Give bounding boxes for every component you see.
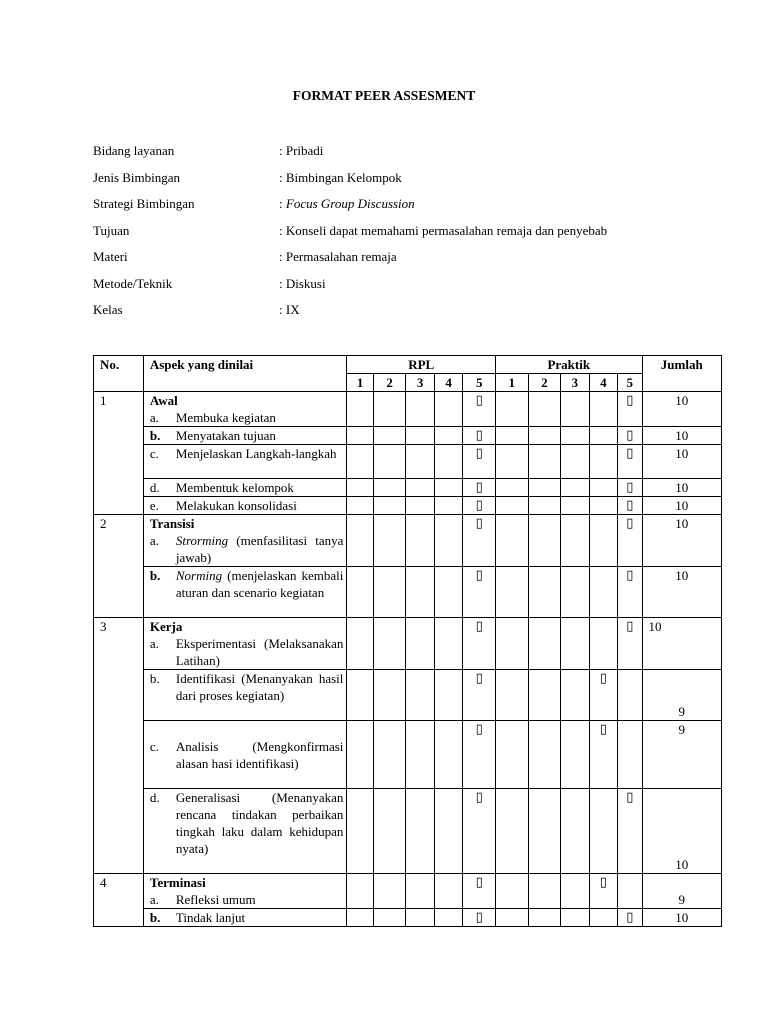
rpl-score-cell xyxy=(406,670,434,721)
info-value-prefix: : xyxy=(279,196,286,211)
info-row-bidang xyxy=(93,143,607,170)
scale-praktik-5: 5 xyxy=(618,374,642,392)
rpl-score-cell xyxy=(347,874,373,909)
rpl-score-cell xyxy=(434,567,462,618)
header-praktik: Praktik xyxy=(495,356,642,374)
praktik-score-cell xyxy=(589,618,617,670)
rpl-score-cell: ▯ xyxy=(463,497,496,515)
rpl-score-cell xyxy=(347,515,373,567)
rpl-score-cell xyxy=(347,445,373,479)
rpl-score-cell xyxy=(434,670,462,721)
item-text-main: Refleksi umum xyxy=(175,892,256,907)
rpl-score-cell xyxy=(373,427,406,445)
praktik-score-cell xyxy=(561,392,589,427)
praktik-score-cell xyxy=(561,567,589,618)
table-row xyxy=(94,392,722,427)
rpl-score-cell xyxy=(406,479,434,497)
rpl-score-cell xyxy=(434,497,462,515)
header-aspek: Aspek yang dinilai xyxy=(143,356,347,392)
table-header-row xyxy=(94,356,722,374)
rpl-score-cell xyxy=(434,479,462,497)
rpl-score-cell xyxy=(347,670,373,721)
jumlah-cell: 10 xyxy=(642,427,721,445)
praktik-score-cell xyxy=(528,618,561,670)
praktik-score-cell xyxy=(495,874,528,909)
table-row xyxy=(94,909,722,927)
praktik-score-cell xyxy=(528,567,561,618)
aspect-cell xyxy=(143,789,347,874)
group-title: Kerja xyxy=(149,619,183,634)
item-letter: c. xyxy=(149,446,159,461)
header-no: No. xyxy=(94,356,144,392)
aspect-item xyxy=(150,567,344,601)
scale-rpl-4: 4 xyxy=(434,374,462,392)
info-section xyxy=(93,143,607,329)
jumlah-cell: 10 xyxy=(642,497,721,515)
info-label: Kelas xyxy=(93,302,123,317)
jumlah-cell: 10 xyxy=(642,567,721,618)
group-number: 4 xyxy=(94,874,144,927)
info-value xyxy=(279,196,415,223)
praktik-score-cell xyxy=(618,721,642,789)
praktik-score-cell: ▯ xyxy=(618,909,642,927)
jumlah-cell: 9 xyxy=(642,874,721,909)
praktik-score-cell xyxy=(495,479,528,497)
aspect-cell xyxy=(143,721,347,789)
praktik-score-cell xyxy=(495,392,528,427)
info-row-metode xyxy=(93,276,607,303)
jumlah-cell: 10 xyxy=(642,392,721,427)
jumlah-cell: 10 xyxy=(642,618,721,670)
rpl-score-cell xyxy=(373,479,406,497)
item-letter: b. xyxy=(149,568,161,583)
aspect-item xyxy=(150,445,344,462)
rpl-score-cell: ▯ xyxy=(463,618,496,670)
item-letter: b. xyxy=(149,428,161,443)
item-text-main: Menjelaskan Langkah-langkah xyxy=(175,446,337,461)
praktik-score-cell: ▯ xyxy=(589,874,617,909)
rpl-score-cell xyxy=(406,392,434,427)
scale-praktik-2: 2 xyxy=(528,374,561,392)
jumlah-cell: 10 xyxy=(642,479,721,497)
aspect-item xyxy=(150,789,344,857)
jumlah-cell: 10 xyxy=(642,789,721,874)
item-letter: c. xyxy=(149,739,159,754)
item-text-main: Melakukan konsolidasi xyxy=(175,498,297,513)
praktik-score-cell xyxy=(495,445,528,479)
info-value: : Pribadi xyxy=(279,143,324,158)
assessment-table xyxy=(93,355,722,927)
info-value-italic: Focus Group Discussion xyxy=(285,196,415,211)
scale-rpl-1: 1 xyxy=(347,374,373,392)
praktik-score-cell xyxy=(618,874,642,909)
item-letter: a. xyxy=(149,636,159,651)
aspect-cell xyxy=(143,618,347,670)
table-row xyxy=(94,567,722,618)
praktik-score-cell: ▯ xyxy=(589,721,617,789)
aspect-cell xyxy=(143,497,347,515)
rpl-score-cell xyxy=(347,427,373,445)
praktik-score-cell xyxy=(528,789,561,874)
rpl-score-cell xyxy=(434,618,462,670)
praktik-score-cell xyxy=(495,497,528,515)
item-text xyxy=(176,497,344,514)
aspect-item xyxy=(150,427,344,444)
item-letter: d. xyxy=(149,480,160,495)
praktik-score-cell xyxy=(561,497,589,515)
page-title: FORMAT PEER ASSESMENT xyxy=(292,88,476,103)
aspect-item xyxy=(150,532,344,566)
aspect-item xyxy=(150,891,344,908)
praktik-score-cell xyxy=(528,670,561,721)
item-text xyxy=(176,909,344,926)
info-label: Jenis Bimbingan xyxy=(93,169,181,185)
rpl-score-cell xyxy=(406,445,434,479)
rpl-score-cell xyxy=(373,670,406,721)
item-text xyxy=(176,670,344,704)
praktik-score-cell xyxy=(495,670,528,721)
praktik-score-cell xyxy=(528,909,561,927)
item-text-main: Membuka kegiatan xyxy=(175,410,276,425)
item-text-main: Identifikasi (Menanyakan hasil dari proses kegiatan) xyxy=(175,671,344,703)
praktik-score-cell xyxy=(589,427,617,445)
rpl-score-cell xyxy=(434,445,462,479)
info-label: Materi xyxy=(93,249,128,264)
table-row xyxy=(94,427,722,445)
aspect-item xyxy=(150,670,344,704)
info-label: Tujuan xyxy=(93,222,130,238)
praktik-score-cell xyxy=(528,479,561,497)
scale-praktik-1: 1 xyxy=(495,374,528,392)
rpl-score-cell: ▯ xyxy=(463,789,496,874)
praktik-score-cell xyxy=(561,618,589,670)
rpl-score-cell: ▯ xyxy=(463,392,496,427)
praktik-score-cell: ▯ xyxy=(618,497,642,515)
rpl-score-cell xyxy=(406,497,434,515)
praktik-score-cell xyxy=(528,721,561,789)
group-title: Terminasi xyxy=(149,875,206,890)
table-row xyxy=(94,479,722,497)
item-text-main: (menjelaskan kembali aturan dan scenario kegiatan xyxy=(175,568,344,600)
item-text xyxy=(176,789,344,857)
praktik-score-cell xyxy=(528,515,561,567)
item-text-italic: Strorming xyxy=(175,533,229,548)
rpl-score-cell xyxy=(406,789,434,874)
jumlah-cell: 9 xyxy=(642,721,721,789)
table-row xyxy=(94,670,722,721)
praktik-score-cell xyxy=(495,618,528,670)
rpl-score-cell xyxy=(373,721,406,789)
item-text-main: Eksperimentasi (Melaksanakan Latihan) xyxy=(175,636,344,668)
table-row xyxy=(94,497,722,515)
praktik-score-cell xyxy=(528,392,561,427)
table-row xyxy=(94,445,722,479)
praktik-score-cell xyxy=(528,445,561,479)
aspect-item xyxy=(150,909,344,926)
praktik-score-cell xyxy=(589,392,617,427)
rpl-score-cell xyxy=(373,567,406,618)
aspect-cell xyxy=(143,427,347,445)
item-text xyxy=(176,567,344,601)
rpl-score-cell: ▯ xyxy=(463,479,496,497)
aspect-item xyxy=(150,635,344,669)
item-text xyxy=(176,738,344,772)
item-text-main: Tindak lanjut xyxy=(175,910,246,925)
rpl-score-cell xyxy=(347,789,373,874)
item-text xyxy=(176,891,344,908)
aspect-cell xyxy=(143,479,347,497)
rpl-score-cell xyxy=(434,515,462,567)
aspect-cell xyxy=(143,874,347,909)
group-title: Awal xyxy=(149,393,178,408)
rpl-score-cell xyxy=(406,515,434,567)
rpl-score-cell xyxy=(373,515,406,567)
praktik-score-cell xyxy=(495,789,528,874)
praktik-score-cell xyxy=(561,721,589,789)
rpl-score-cell: ▯ xyxy=(463,567,496,618)
praktik-score-cell: ▯ xyxy=(618,427,642,445)
aspect-cell xyxy=(143,392,347,427)
item-text-main: Membentuk kelompok xyxy=(175,480,294,495)
table-row xyxy=(94,789,722,874)
info-value: : Konseli dapat memahami permasalahan remaja dan penyebab xyxy=(279,222,608,238)
aspect-cell xyxy=(143,515,347,567)
jumlah-cell: 10 xyxy=(642,909,721,927)
rpl-score-cell xyxy=(434,789,462,874)
rpl-score-cell xyxy=(434,427,462,445)
jumlah-cell: 9 xyxy=(642,670,721,721)
praktik-score-cell: ▯ xyxy=(618,515,642,567)
praktik-score-cell xyxy=(589,567,617,618)
rpl-score-cell xyxy=(406,567,434,618)
table-row xyxy=(94,721,722,789)
aspect-item xyxy=(150,479,344,496)
item-letter: b. xyxy=(149,671,160,686)
rpl-score-cell: ▯ xyxy=(463,515,496,567)
rpl-score-cell xyxy=(347,909,373,927)
item-letter: a. xyxy=(149,410,159,425)
table-row xyxy=(94,874,722,909)
item-letter: e. xyxy=(149,498,159,513)
aspect-cell xyxy=(143,670,347,721)
rpl-score-cell xyxy=(406,874,434,909)
aspect-item xyxy=(150,497,344,514)
group-number: 1 xyxy=(94,392,144,515)
info-row-kelas xyxy=(93,302,607,329)
praktik-score-cell: ▯ xyxy=(618,392,642,427)
rpl-score-cell xyxy=(347,392,373,427)
rpl-score-cell xyxy=(434,874,462,909)
rpl-score-cell xyxy=(347,618,373,670)
rpl-score-cell xyxy=(406,909,434,927)
praktik-score-cell xyxy=(495,721,528,789)
rpl-score-cell xyxy=(347,497,373,515)
scale-rpl-5: 5 xyxy=(463,374,496,392)
praktik-score-cell xyxy=(495,909,528,927)
praktik-score-cell xyxy=(561,670,589,721)
info-row-jenis xyxy=(93,170,607,197)
rpl-score-cell xyxy=(347,567,373,618)
aspect-cell xyxy=(143,909,347,927)
item-letter: d. xyxy=(149,790,160,805)
rpl-score-cell xyxy=(347,721,373,789)
aspect-cell xyxy=(143,567,347,618)
aspect-cell xyxy=(143,445,347,479)
rpl-score-cell xyxy=(434,909,462,927)
praktik-score-cell: ▯ xyxy=(589,670,617,721)
info-label: Bidang layanan xyxy=(93,143,175,158)
info-value: : IX xyxy=(279,302,300,317)
praktik-score-cell xyxy=(528,874,561,909)
rpl-score-cell: ▯ xyxy=(463,874,496,909)
praktik-score-cell xyxy=(589,497,617,515)
praktik-score-cell xyxy=(561,515,589,567)
praktik-score-cell xyxy=(528,427,561,445)
rpl-score-cell xyxy=(434,721,462,789)
item-text-main: Generalisasi (Menanyakan rencana tindakan perbaikan tingkah laku dalam kehidupan nyata) xyxy=(175,790,344,856)
item-text-main: Analisis (Mengkonfirmasi alasan hasi identifikasi) xyxy=(175,739,344,771)
info-row-strategi xyxy=(93,196,607,223)
rpl-score-cell xyxy=(406,721,434,789)
item-text xyxy=(176,635,344,669)
item-text xyxy=(176,479,344,496)
praktik-score-cell: ▯ xyxy=(618,479,642,497)
praktik-score-cell xyxy=(589,479,617,497)
rpl-score-cell xyxy=(406,618,434,670)
praktik-score-cell xyxy=(495,567,528,618)
praktik-score-cell xyxy=(561,427,589,445)
rpl-score-cell xyxy=(373,909,406,927)
item-letter: b. xyxy=(149,910,161,925)
scale-praktik-3: 3 xyxy=(561,374,589,392)
rpl-score-cell xyxy=(373,789,406,874)
praktik-score-cell xyxy=(589,445,617,479)
header-rpl: RPL xyxy=(347,356,496,374)
rpl-score-cell xyxy=(373,618,406,670)
aspect-item xyxy=(150,409,344,426)
praktik-score-cell xyxy=(561,874,589,909)
praktik-score-cell: ▯ xyxy=(618,789,642,874)
scale-rpl-2: 2 xyxy=(373,374,406,392)
scale-rpl-3: 3 xyxy=(406,374,434,392)
praktik-score-cell: ▯ xyxy=(618,567,642,618)
info-label: Strategi Bimbingan xyxy=(93,196,195,211)
jumlah-cell: 10 xyxy=(642,515,721,567)
praktik-score-cell xyxy=(618,670,642,721)
item-text-italic: Norming xyxy=(175,568,223,583)
scale-praktik-4: 4 xyxy=(589,374,617,392)
praktik-score-cell xyxy=(495,427,528,445)
info-row-tujuan xyxy=(93,223,607,250)
praktik-score-cell xyxy=(561,909,589,927)
item-text xyxy=(176,532,344,566)
header-jumlah: Jumlah xyxy=(642,356,721,392)
rpl-score-cell xyxy=(347,479,373,497)
info-row-materi xyxy=(93,249,607,276)
item-letter: a. xyxy=(149,533,159,548)
info-label: Metode/Teknik xyxy=(93,275,173,291)
rpl-score-cell xyxy=(373,392,406,427)
item-text-main: Menyatakan tujuan xyxy=(175,428,276,443)
item-text xyxy=(176,445,344,462)
praktik-score-cell xyxy=(561,789,589,874)
rpl-score-cell: ▯ xyxy=(463,427,496,445)
rpl-score-cell xyxy=(373,497,406,515)
group-number: 3 xyxy=(94,618,144,874)
item-text xyxy=(176,427,344,444)
praktik-score-cell xyxy=(589,515,617,567)
praktik-score-cell: ▯ xyxy=(618,618,642,670)
table-body xyxy=(94,392,722,927)
praktik-score-cell xyxy=(589,909,617,927)
table-row xyxy=(94,515,722,567)
rpl-score-cell xyxy=(373,445,406,479)
item-text xyxy=(176,409,344,426)
rpl-score-cell: ▯ xyxy=(463,445,496,479)
rpl-score-cell: ▯ xyxy=(463,670,496,721)
praktik-score-cell xyxy=(528,497,561,515)
table-row xyxy=(94,618,722,670)
rpl-score-cell xyxy=(406,427,434,445)
praktik-score-cell xyxy=(589,789,617,874)
group-number: 2 xyxy=(94,515,144,618)
rpl-score-cell: ▯ xyxy=(463,909,496,927)
praktik-score-cell: ▯ xyxy=(618,445,642,479)
jumlah-cell: 10 xyxy=(642,445,721,479)
info-value: : Permasalahan remaja xyxy=(279,249,397,264)
item-text-main: (menfasilitasi tanya jawab) xyxy=(175,533,344,565)
aspect-item xyxy=(150,738,344,772)
item-letter: a. xyxy=(149,892,159,907)
group-title: Transisi xyxy=(149,516,195,531)
rpl-score-cell xyxy=(434,392,462,427)
praktik-score-cell xyxy=(561,479,589,497)
info-value: : Bimbingan Kelompok xyxy=(279,169,402,185)
info-value: : Diskusi xyxy=(279,275,326,291)
praktik-score-cell xyxy=(561,445,589,479)
rpl-score-cell: ▯ xyxy=(463,721,496,789)
praktik-score-cell xyxy=(495,515,528,567)
rpl-score-cell xyxy=(373,874,406,909)
